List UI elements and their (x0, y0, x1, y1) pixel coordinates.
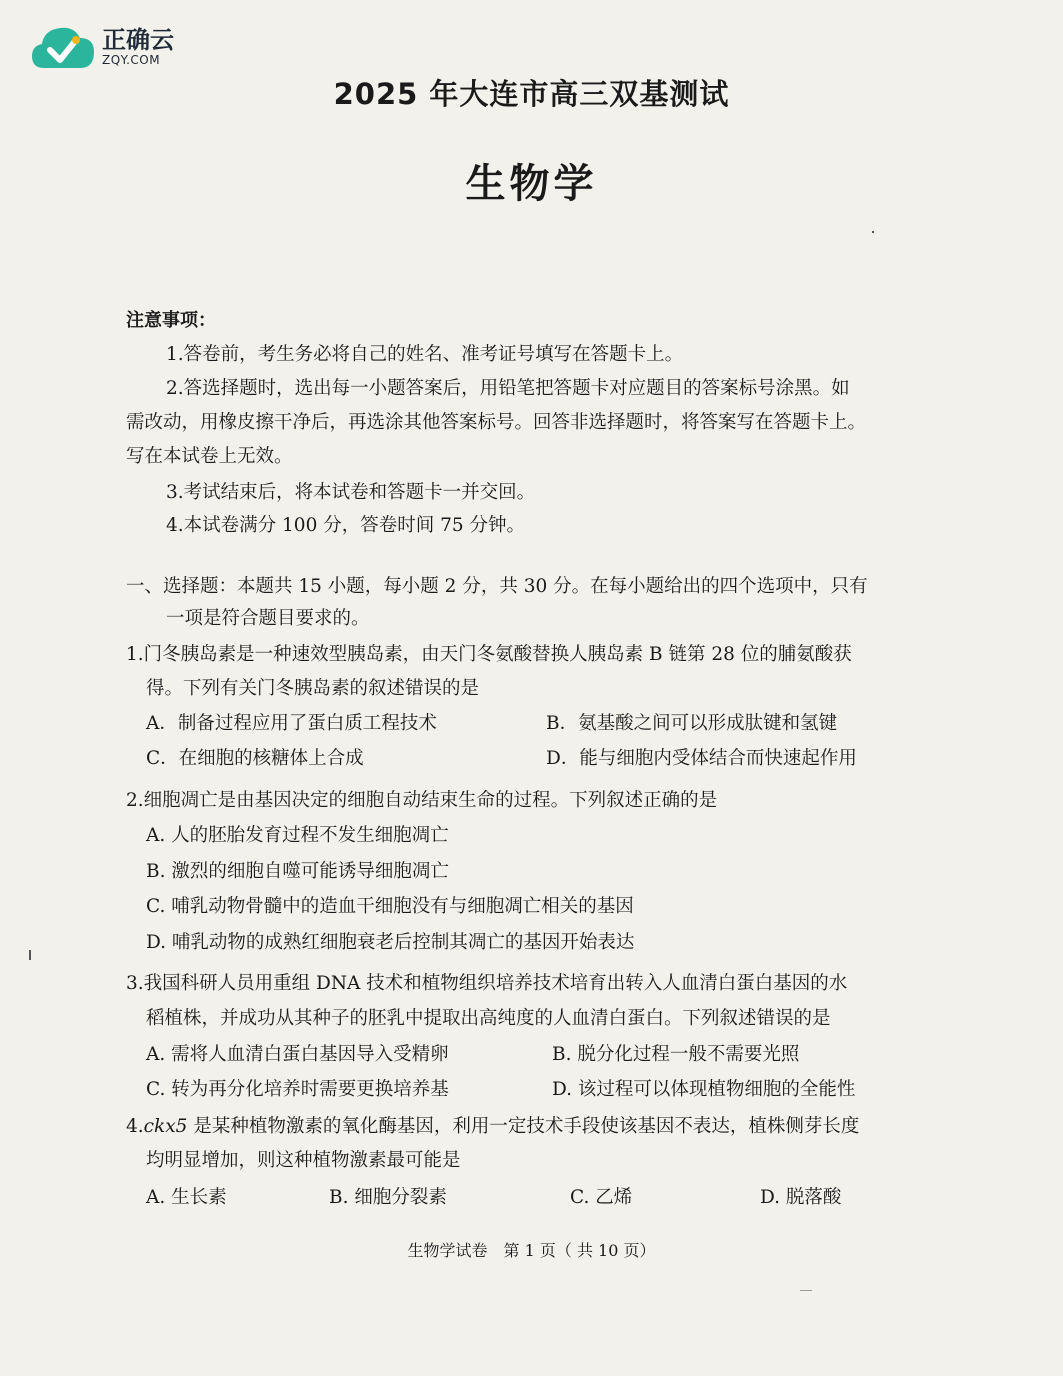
option-c[interactable]: C．在细胞的核糖体上合成 (146, 748, 364, 769)
notice-item: 写在本试卷上无效。 (126, 446, 293, 467)
gene-name: ckx5 (143, 1116, 188, 1137)
logo-domain: ZQY.COM (102, 53, 161, 67)
option-d[interactable]: D. 脱落酸 (760, 1187, 842, 1208)
option-d[interactable]: D．能与细胞内受体结合而快速起作用 (546, 748, 857, 769)
option-d[interactable]: D. 该过程可以体现植物细胞的全能性 (552, 1079, 856, 1100)
option-c[interactable]: C. 乙烯 (570, 1187, 633, 1208)
option-d[interactable]: D. 哺乳动物的成熟红细胞衰老后控制其凋亡的基因开始表达 (146, 932, 635, 953)
question-stem: 稻植株，并成功从其种子的胚乳中提取出高纯度的人血清白蛋白。下列叙述错误的是 (146, 1008, 831, 1029)
option-a[interactable]: A. 生长素 (146, 1187, 227, 1208)
question-stem: 1.门冬胰岛素是一种速效型胰岛素，由天门冬氨酸替换人胰岛素 B 链第 28 位的脯氨酸获 (126, 644, 852, 665)
option-c[interactable]: C. 哺乳动物骨髓中的造血干细胞没有与细胞凋亡相关的基因 (146, 896, 634, 917)
option-b[interactable]: B. 细胞分裂素 (329, 1187, 447, 1208)
scan-dot (872, 231, 874, 233)
question-stem (126, 1112, 859, 1138)
option-b[interactable]: B. 激烈的细胞自噬可能诱导细胞凋亡 (146, 861, 449, 882)
page-footer: 生物学试卷 第 1 页（ 共 10 页） (407, 1241, 656, 1260)
notice-item: 3.考试结束后，将本试卷和答题卡一并交回。 (166, 482, 536, 503)
question-stem: 均明显增加，则这种植物激素最可能是 (146, 1150, 461, 1171)
notice-item: 1.答卷前，考生务必将自己的姓名、准考证号填写在答题卡上。 (166, 344, 684, 365)
subject-title: 生物学 (465, 161, 598, 207)
question-stem: 2.细胞凋亡是由基因决定的细胞自动结束生命的过程。下列叙述正确的是 (126, 790, 718, 811)
exam-title: 2025 年大连市高三双基测试 (333, 77, 730, 111)
notice-heading: 注意事项： (126, 310, 216, 331)
option-a[interactable]: A. 人的胚胎发育过程不发生细胞凋亡 (146, 825, 449, 846)
section-heading: 一、选择题：本题共 15 小题，每小题 2 分，共 30 分。在每小题给出的四个选项中，只有 (126, 576, 868, 597)
cloud-check-icon (30, 22, 96, 72)
question-stem-text: 是某种植物激素的氧化酶基因，利用一定技术手段使该基因不表达，植株侧芽长度 (187, 1116, 860, 1137)
option-b[interactable]: B. 脱分化过程一般不需要光照 (552, 1044, 800, 1065)
section-heading-cont: 一项是符合题目要求的。 (166, 608, 370, 629)
question-stem: 得。下列有关门冬胰岛素的叙述错误的是 (146, 678, 480, 699)
question-number: 4. (126, 1116, 144, 1137)
logo-name: 正确云 (102, 26, 174, 54)
scan-mark (29, 950, 31, 960)
notice-item: 2.答选择题时，选出每一小题答案后，用铅笔把答题卡对应题目的答案标号涂黑。如 (166, 378, 850, 399)
notice-item: 4.本试卷满分 100 分，答卷时间 75 分钟。 (166, 515, 526, 536)
option-b[interactable]: B．氨基酸之间可以形成肽键和氢键 (546, 713, 838, 734)
question-stem: 3.我国科研人员用重组 DNA 技术和植物组织培养技术培育出转入人血清白蛋白基因的水 (126, 973, 848, 994)
option-c[interactable]: C. 转为再分化培养时需要更换培养基 (146, 1079, 449, 1100)
option-a[interactable]: A. 需将人血清白蛋白基因导入受精卵 (146, 1044, 449, 1065)
notice-item: 需改动，用橡皮擦干净后，再选涂其他答案标号。回答非选择题时，将答案写在答题卡上。 (126, 412, 867, 433)
zqy-logo[interactable] (30, 22, 174, 72)
scan-mark (800, 1290, 812, 1291)
option-a[interactable]: A．制备过程应用了蛋白质工程技术 (146, 713, 437, 734)
